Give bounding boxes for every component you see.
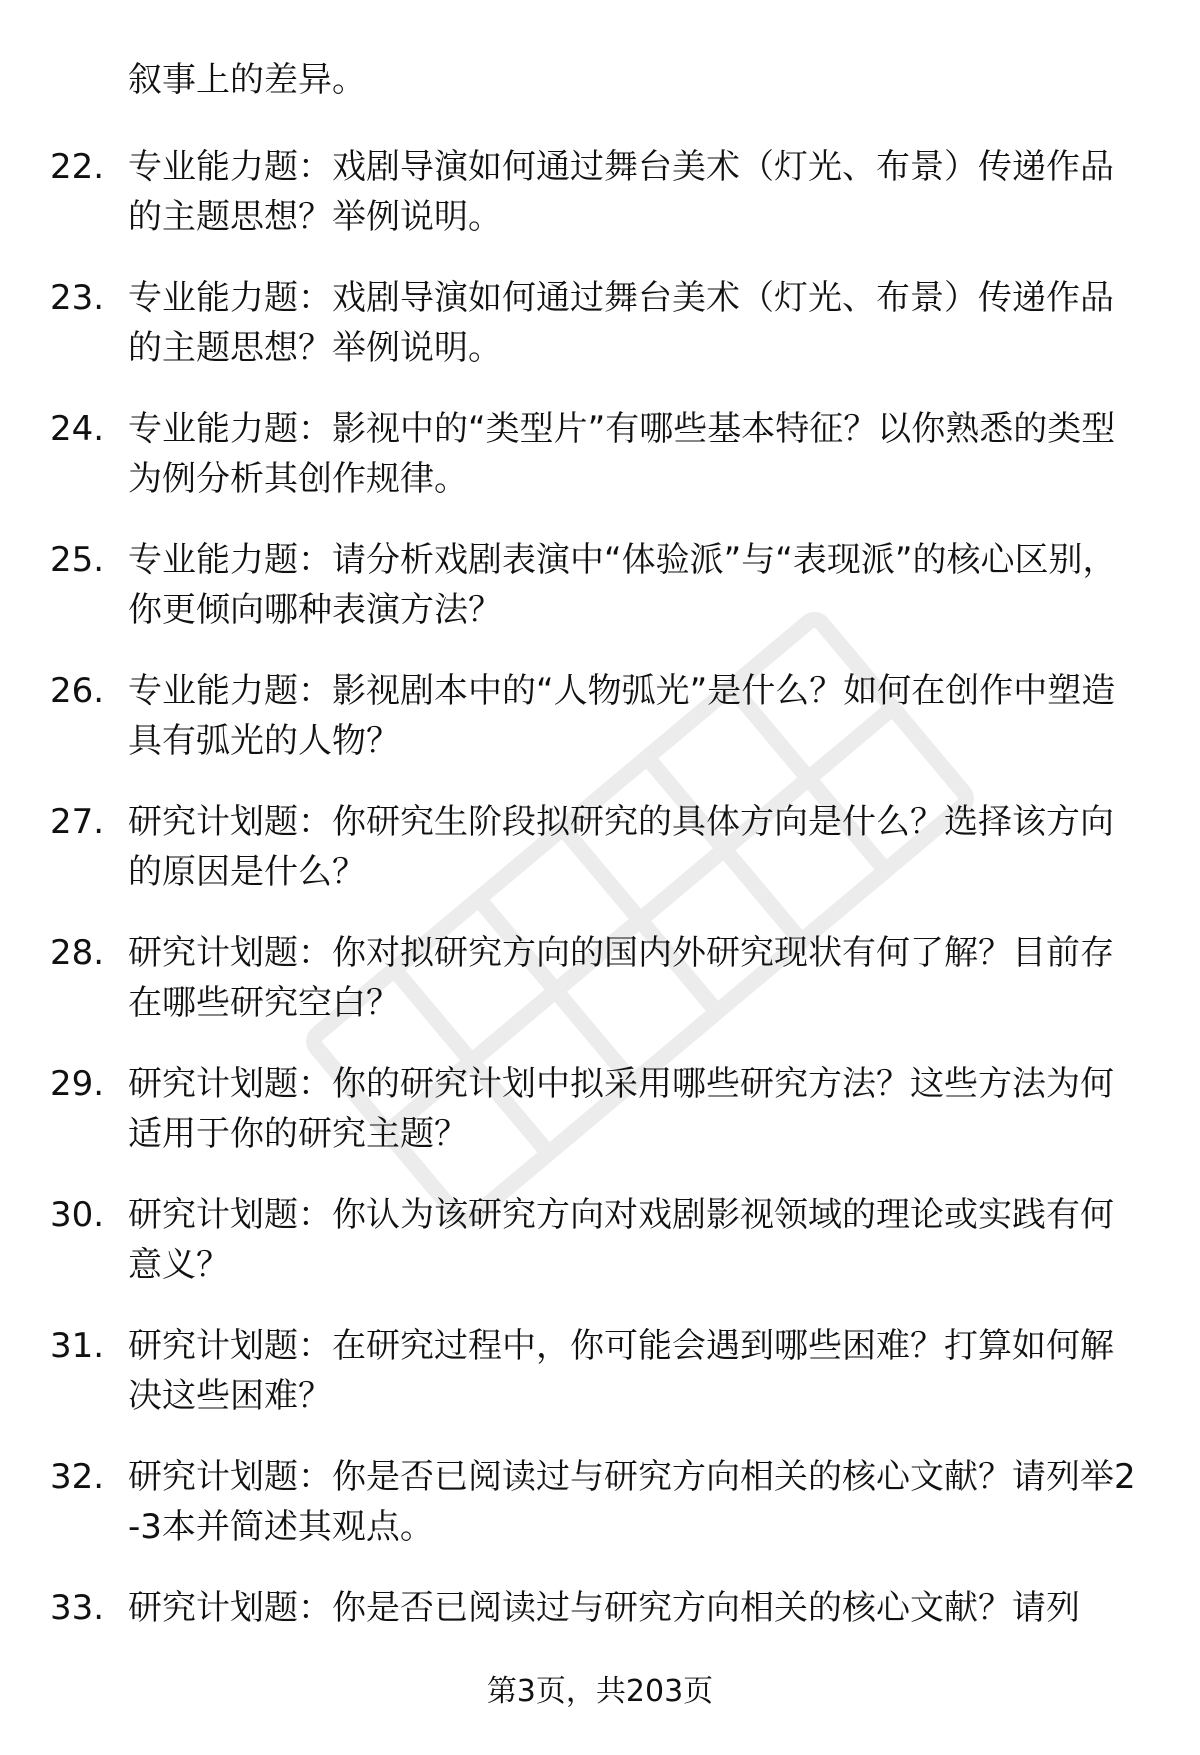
question-item	[0, 273, 1200, 404]
question-number: 22.	[50, 147, 105, 187]
question-text: 研究计划题：你的研究计划中拟采用哪些研究方法？这些方法为何适用于你的研究主题？	[128, 1064, 1114, 1154]
question-text: 研究计划题：你是否已阅读过与研究方向相关的核心文献？请列	[128, 1588, 1080, 1628]
question-item	[0, 1452, 1200, 1583]
question-text: 研究计划题：你研究生阶段拟研究的具体方向是什么？选择该方向的原因是什么？	[128, 802, 1114, 892]
question-number: 28.	[50, 933, 105, 973]
question-number: 23.	[50, 278, 105, 318]
question-text: 专业能力题：影视剧本中的“人物弧光”是什么？如何在创作中塑造具有弧光的人物？	[128, 671, 1116, 761]
question-item	[0, 928, 1200, 1059]
page-footer: 第3页，共203页	[486, 1674, 714, 1709]
question-number: 31.	[50, 1326, 105, 1366]
question-number: 27.	[50, 802, 105, 842]
question-item	[0, 666, 1200, 797]
question-number: 26.	[50, 671, 105, 711]
question-number: 30.	[50, 1195, 105, 1235]
question-number: 25.	[50, 540, 105, 580]
question-number: 29.	[50, 1064, 105, 1104]
question-item	[0, 1190, 1200, 1321]
question-text: 专业能力题：戏剧导演如何通过舞台美术（灯光、布景）传递作品的主题思想？举例说明。	[128, 278, 1114, 368]
question-number: 24.	[50, 409, 105, 449]
question-text: 研究计划题：你是否已阅读过与研究方向相关的核心文献？请列举2-3本并简述其观点。	[128, 1457, 1136, 1547]
question-item	[0, 1321, 1200, 1452]
question-text: 研究计划题：你对拟研究方向的国内外研究现状有何了解？目前存在哪些研究空白？	[128, 933, 1114, 1023]
question-item	[0, 535, 1200, 666]
question-item	[0, 404, 1200, 535]
question-text: 专业能力题：戏剧导演如何通过舞台美术（灯光、布景）传递作品的主题思想？举例说明。	[128, 147, 1114, 237]
question-text: 研究计划题：你认为该研究方向对戏剧影视领域的理论或实践有何意义？	[128, 1195, 1114, 1285]
question-item	[0, 142, 1200, 273]
question-item	[0, 797, 1200, 928]
question-item	[0, 1059, 1200, 1190]
question-text: 研究计划题：在研究过程中，你可能会遇到哪些困难？打算如何解决这些困难？	[128, 1326, 1114, 1416]
continued-text: 叙事上的差异。	[128, 60, 366, 100]
question-text: 专业能力题：影视中的“类型片”有哪些基本特征？以你熟悉的类型为例分析其创作规律。	[128, 409, 1116, 499]
question-list	[0, 142, 1200, 1714]
question-number: 32.	[50, 1457, 105, 1497]
question-number: 33.	[50, 1588, 105, 1628]
question-text: 专业能力题：请分析戏剧表演中“体验派”与“表现派”的核心区别，你更倾向哪种表演方法？	[128, 540, 1117, 630]
